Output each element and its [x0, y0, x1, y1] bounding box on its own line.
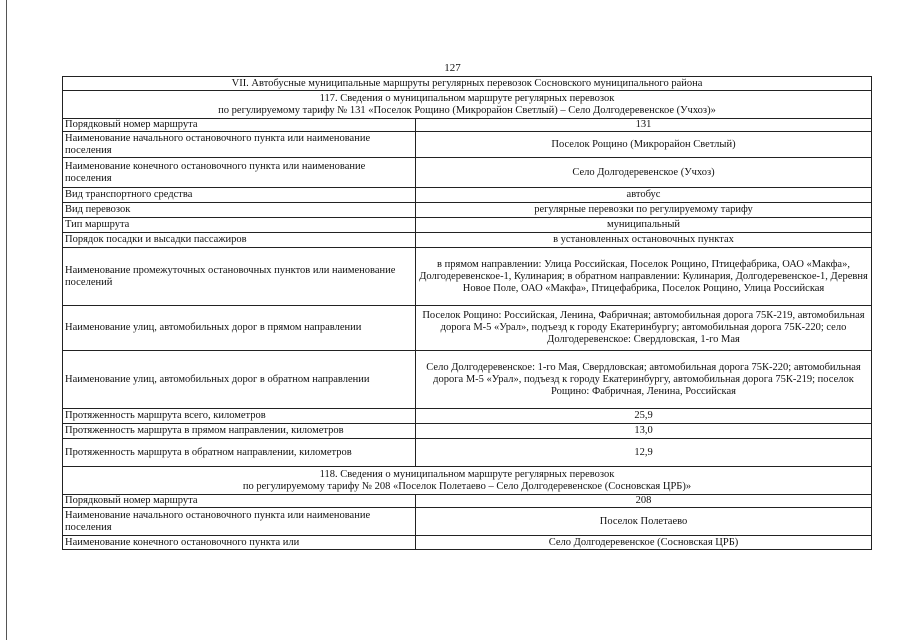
table-row: [63, 233, 872, 248]
route-header: [63, 91, 872, 119]
table-row: [63, 351, 872, 409]
row-value: автобус: [416, 188, 872, 203]
row-value: регулярные перевозки по регулируемому тарифу: [416, 203, 872, 218]
row-label: Наименование промежуточных остановочных пунктов или наименование поселений: [63, 248, 416, 306]
row-value: Поселок Рощино (Микрорайон Светлый): [416, 132, 872, 158]
section-title-row: [63, 77, 872, 91]
row-label: Наименование конечного остановочного пункта или наименование поселения: [63, 158, 416, 188]
routes-table: [62, 76, 872, 550]
row-label: Наименование улиц, автомобильных дорог в обратном направлении: [63, 351, 416, 409]
row-label: Наименование начального остановочного пункта или наименование поселения: [63, 132, 416, 158]
route-header-row: [63, 467, 872, 495]
page-number: 127: [444, 62, 461, 74]
row-label: Наименование начального остановочного пункта или наименование поселения: [63, 508, 416, 536]
row-value: Село Долгодеревенское (Сосновская ЦРБ): [416, 536, 872, 550]
row-label: Тип маршрута: [63, 218, 416, 233]
table-row: [63, 132, 872, 158]
route-header-line: по регулируемому тарифу № 208 «Поселок Полетаево – Село Долгодеревенское (Сосновская ЦРБ)»: [242, 480, 692, 492]
table-row: [63, 203, 872, 218]
row-value: 12,9: [416, 439, 872, 467]
table-row: [63, 306, 872, 351]
row-label: Наименование конечного остановочного пункта или: [63, 536, 416, 550]
row-label: Вид перевозок: [63, 203, 416, 218]
row-value: в прямом направлении: Улица Российская, Поселок Рощино, Птицефабрика, ОАО «Макфа», Долгодеревенское-1, Кулинария; в обратном направлении: Кулинария, Долгодеревенское-1, Деревня Новое Поле, ОАО «Макфа», Птицефабрика, Поселок Рощино, Улица Российская: [416, 248, 872, 306]
row-value: 208: [416, 495, 872, 508]
row-value: в установленных остановочных пунктах: [416, 233, 872, 248]
row-value: 25,9: [416, 409, 872, 424]
row-label: Протяженность маршрута в прямом направлении, километров: [63, 424, 416, 439]
row-label: Вид транспортного средства: [63, 188, 416, 203]
row-value: Поселок Рощино: Российская, Ленина, Фабричная; автомобильная дорога 75К-219, автомобильная дорога М-5 «Урал», подъезд к городу Екатеринбургу; автомобильная дорога 75К-220; село Долгодеревенское: Свердловская, 1-го Мая: [416, 306, 872, 351]
route-header-line: 117. Сведения о муниципальном маршруте регулярных перевозок: [319, 92, 615, 104]
table-row: [63, 424, 872, 439]
table-row: [63, 158, 872, 188]
section-title: VII. Автобусные муниципальные маршруты регулярных перевозок Сосновского муниципального района: [63, 77, 872, 91]
table-row: [63, 218, 872, 233]
row-label: Порядок посадки и высадки пассажиров: [63, 233, 416, 248]
row-label: Протяженность маршрута всего, километров: [63, 409, 416, 424]
row-label: Порядковый номер маршрута: [63, 119, 416, 132]
row-value: Поселок Полетаево: [416, 508, 872, 536]
table-row: [63, 248, 872, 306]
row-value: Село Долгодеревенское (Учхоз): [416, 158, 872, 188]
route-header-line: по регулируемому тарифу № 131 «Поселок Рощино (Микрорайон Светлый) – Село Долгодеревенское (Учхоз)»: [218, 104, 716, 116]
table-row: [63, 439, 872, 467]
route-header: [63, 467, 872, 495]
row-label: Порядковый номер маршрута: [63, 495, 416, 508]
table-row: [63, 536, 872, 550]
table-row: [63, 409, 872, 424]
route-header-line: 118. Сведения о муниципальном маршруте регулярных перевозок: [319, 468, 615, 480]
table-row: [63, 508, 872, 536]
table-row: [63, 188, 872, 203]
row-value: 131: [416, 119, 872, 132]
row-value: муниципальный: [416, 218, 872, 233]
table-row: [63, 495, 872, 508]
row-label: Наименование улиц, автомобильных дорог в прямом направлении: [63, 306, 416, 351]
row-value: Село Долгодеревенское: 1-го Мая, Свердловская; автомобильная дорога 75К-220; автомобильная дорога М-5 «Урал», подъезд к городу Екатеринбургу, автомобильная дорога 75К-219; поселок Рощино: Фабричная, Ленина, Российская: [416, 351, 872, 409]
row-label: Протяженность маршрута в обратном направлении, километров: [63, 439, 416, 467]
table-row: [63, 119, 872, 132]
route-header-row: [63, 91, 872, 119]
page-left-edge: [6, 0, 7, 640]
row-value: 13,0: [416, 424, 872, 439]
